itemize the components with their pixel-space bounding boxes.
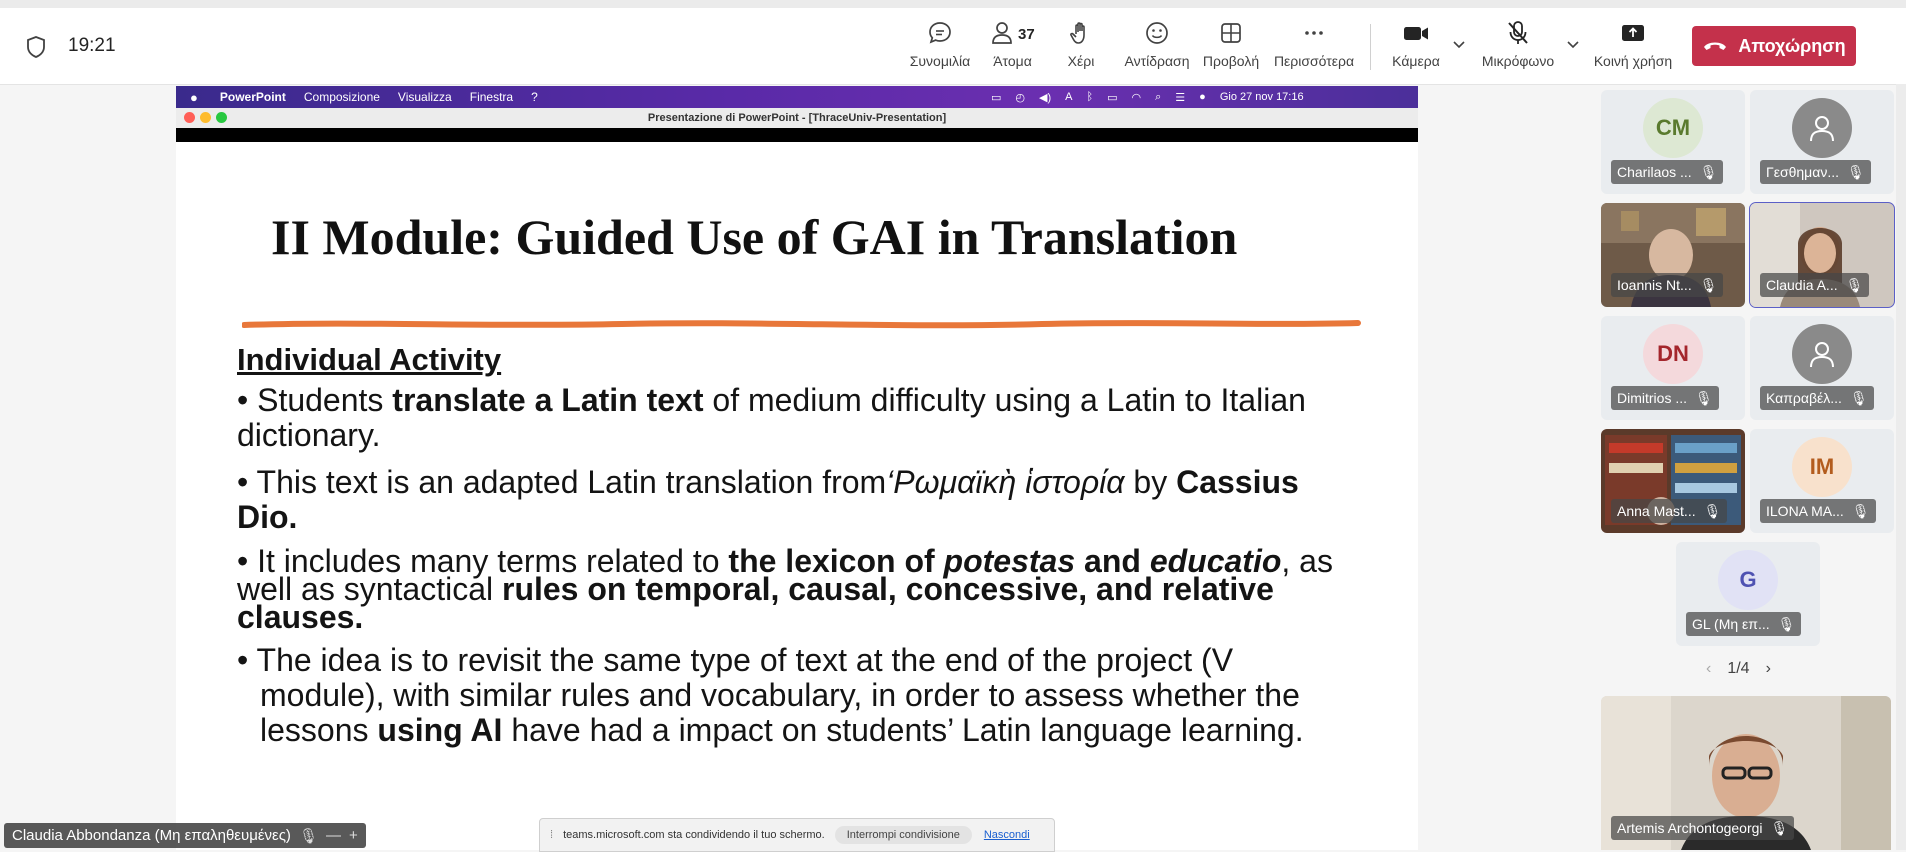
bullet-text: • The idea is to revisit the same type of text at the end of the project (V module), with similar rules and vocabulary, in order to assess whether the lessons bbox=[237, 642, 1300, 748]
search-icon: ⌕ bbox=[1155, 90, 1162, 103]
bullet-text: ‘Ρωμαϊκὴ ἱστορία bbox=[886, 464, 1125, 500]
minimize-window-icon bbox=[200, 112, 211, 123]
bullet-text: and bbox=[1075, 543, 1150, 579]
title-underline bbox=[242, 317, 1362, 333]
chevron-left-icon[interactable]: ‹ bbox=[1706, 660, 1712, 677]
share-screen-icon bbox=[1619, 18, 1647, 48]
microphone-label: Μικρόφωνο bbox=[1481, 53, 1555, 69]
participant-name: Dimitrios ... bbox=[1617, 390, 1687, 406]
participant-name: Anna Mast... bbox=[1617, 503, 1696, 519]
participant-name: Claudia A... bbox=[1766, 277, 1838, 293]
participant-tile[interactable] bbox=[1601, 696, 1891, 850]
participant-name: ILONA MA... bbox=[1766, 503, 1844, 519]
presenter-name-tag bbox=[4, 823, 366, 848]
control-center-icon: ☰ bbox=[1175, 91, 1186, 104]
bullet-text: of medium difficulty using a Latin to Italian dictionary. bbox=[237, 382, 1306, 453]
mic-off-icon: 🎙 bbox=[1849, 389, 1868, 406]
share-notice-text: teams.microsoft.com sta condividendo il tuo schermo. bbox=[563, 829, 825, 841]
grid-view-icon bbox=[1217, 18, 1245, 48]
camera-icon bbox=[1401, 18, 1431, 48]
person-icon bbox=[1805, 337, 1839, 371]
bullet-text: • It includes many terms related to bbox=[237, 543, 729, 579]
ribbon-strip bbox=[176, 128, 1418, 142]
window-title: Presentazione di PowerPoint - [ThraceUniv-Presentation] bbox=[176, 108, 1418, 128]
slide-title: II Module: Guided Use of GAI in Translation bbox=[271, 209, 1238, 265]
mic-off-icon: 🎙 bbox=[1695, 389, 1713, 406]
mic-off-icon: 🎙 bbox=[1851, 502, 1870, 519]
camera-label: Κάμερα bbox=[1392, 53, 1440, 69]
wifi-icon: ◠ bbox=[1131, 91, 1142, 104]
participant-tile[interactable] bbox=[1750, 90, 1894, 194]
participant-name-tag bbox=[1611, 160, 1723, 184]
bullet-text: using AI bbox=[377, 712, 503, 748]
minus-icon[interactable]: — bbox=[325, 827, 341, 844]
participant-pager bbox=[1706, 660, 1771, 678]
plus-icon[interactable]: + bbox=[348, 827, 358, 844]
more-button[interactable] bbox=[1269, 18, 1359, 76]
bullet-text: have had a impact on students’ Latin language learning. bbox=[502, 712, 1304, 748]
people-count: 37 bbox=[1018, 26, 1035, 43]
menu-item: Composizione bbox=[303, 90, 380, 104]
people-button[interactable] bbox=[975, 18, 1050, 76]
avatar: G bbox=[1718, 550, 1778, 610]
avatar bbox=[1792, 324, 1852, 384]
avatar: IM bbox=[1792, 437, 1852, 497]
view-label: Προβολή bbox=[1202, 53, 1260, 69]
participant-tile[interactable] bbox=[1601, 90, 1745, 194]
participant-tile[interactable] bbox=[1676, 542, 1820, 646]
bluetooth-icon: ᛒ bbox=[1086, 91, 1094, 103]
participant-tile[interactable] bbox=[1601, 203, 1745, 307]
close-window-icon bbox=[184, 112, 195, 123]
mic-off-icon: 🎙 bbox=[1699, 276, 1718, 293]
menu-app-name: PowerPoint bbox=[219, 90, 286, 104]
participant-name-tag bbox=[1760, 386, 1874, 410]
drag-handle-icon[interactable]: ⁞ bbox=[550, 829, 554, 841]
chat-label: Συνομιλία bbox=[909, 53, 971, 69]
participant-name: Γεσθημαν... bbox=[1766, 164, 1839, 180]
participant-name-tag bbox=[1760, 499, 1876, 523]
time-machine-icon: ◴ bbox=[1015, 91, 1026, 104]
ellipsis-icon bbox=[1300, 18, 1328, 48]
keyboard-input-icon: A bbox=[1065, 91, 1073, 103]
bullet-4 bbox=[237, 643, 1347, 748]
participant-name-tag bbox=[1611, 386, 1719, 410]
screen-mirror-icon: ▭ bbox=[991, 91, 1002, 104]
screen-share-notice bbox=[539, 818, 1055, 852]
raise-hand-label: Χέρι bbox=[1067, 53, 1095, 69]
mic-off-icon bbox=[1504, 18, 1532, 48]
hide-link[interactable]: Nascondi bbox=[983, 829, 1030, 841]
participant-name-tag bbox=[1611, 816, 1794, 840]
chevron-down-icon[interactable] bbox=[1451, 36, 1467, 52]
meeting-toolbar bbox=[0, 0, 1906, 85]
smiley-icon bbox=[1143, 18, 1171, 48]
participant-tile[interactable] bbox=[1750, 316, 1894, 420]
slide-heading: Individual Activity bbox=[237, 342, 502, 377]
shared-screen bbox=[176, 86, 1418, 850]
leave-label: Αποχώρηση bbox=[1738, 35, 1846, 56]
mac-menu-bar bbox=[176, 86, 1418, 108]
participant-tile[interactable] bbox=[1750, 429, 1894, 533]
participant-name: Ioannis Nt... bbox=[1617, 277, 1692, 293]
phone-hangup-icon bbox=[1702, 39, 1728, 53]
camera-button[interactable] bbox=[1388, 18, 1444, 76]
bullet-text: the lexicon of bbox=[728, 543, 944, 579]
mic-off-icon: 🎙 bbox=[1699, 163, 1718, 180]
share-label: Κοινή χρήση bbox=[1593, 53, 1673, 69]
toolbar-divider bbox=[1370, 24, 1371, 70]
battery-icon: ▭ bbox=[1107, 91, 1118, 104]
page-indicator: 1/4 bbox=[1727, 660, 1750, 677]
bullet-3 bbox=[237, 543, 1347, 635]
hand-icon bbox=[1067, 18, 1095, 48]
participant-name: Charilaos ... bbox=[1617, 164, 1692, 180]
avatar: CM bbox=[1643, 98, 1703, 158]
participant-name: GL (Μη επ... bbox=[1692, 616, 1770, 632]
mac-clock: Gio 27 nov 17:16 bbox=[1219, 91, 1304, 103]
people-label: Άτομα bbox=[993, 53, 1032, 69]
participant-tile[interactable] bbox=[1750, 203, 1894, 307]
participant-name-tag bbox=[1611, 273, 1723, 297]
menu-item: Visualizza bbox=[397, 90, 452, 104]
bullet-2 bbox=[237, 465, 1347, 535]
menu-item: Finestra bbox=[469, 90, 514, 104]
react-button[interactable] bbox=[1117, 18, 1197, 76]
meeting-timer: 19:21 bbox=[68, 35, 116, 56]
more-label: Περισσότερα bbox=[1273, 53, 1355, 69]
slide bbox=[176, 142, 1418, 850]
bullet-text: translate a Latin text bbox=[392, 382, 704, 418]
zoom-window-icon bbox=[216, 112, 227, 123]
chat-icon bbox=[926, 18, 954, 48]
mic-icon: 🎙 bbox=[1845, 276, 1864, 293]
person-icon bbox=[1805, 111, 1839, 145]
mic-off-icon: 🎙 bbox=[1770, 819, 1789, 836]
menu-item: ? bbox=[531, 90, 538, 104]
microphone-button[interactable] bbox=[1478, 18, 1558, 76]
chevron-down-icon[interactable] bbox=[1565, 36, 1581, 52]
view-button[interactable] bbox=[1198, 18, 1264, 76]
participant-name-tag bbox=[1760, 273, 1869, 297]
participant-name: Artemis Archontogeorgi bbox=[1617, 820, 1763, 836]
share-button[interactable] bbox=[1592, 18, 1674, 76]
people-icon bbox=[988, 18, 1016, 48]
mic-icon: 🎙 bbox=[298, 827, 318, 845]
bullet-text: • This text is an adapted Latin translation from bbox=[237, 464, 887, 500]
participant-tile[interactable] bbox=[1601, 316, 1745, 420]
apple-icon: ● bbox=[190, 89, 198, 105]
mac-status-icons bbox=[991, 86, 1304, 108]
mic-off-icon: 🎙 bbox=[1703, 502, 1722, 519]
avatar bbox=[1792, 98, 1852, 158]
participant-tile[interactable] bbox=[1601, 429, 1745, 533]
bullet-text: educatio bbox=[1149, 543, 1282, 579]
bullet-text: potestas bbox=[943, 543, 1076, 579]
chat-button[interactable] bbox=[905, 18, 975, 76]
bullet-text: by bbox=[1124, 464, 1177, 500]
mic-off-icon: 🎙 bbox=[1847, 163, 1865, 180]
participant-name-tag bbox=[1686, 612, 1801, 636]
stop-sharing-button[interactable]: Interrompi condivisione bbox=[835, 826, 972, 844]
leave-button[interactable] bbox=[1692, 26, 1856, 66]
bullet-text: • Students bbox=[237, 382, 393, 418]
slide-body bbox=[237, 342, 1347, 760]
participant-name: Καπραβέλ... bbox=[1766, 390, 1842, 406]
shield-icon[interactable] bbox=[22, 33, 50, 61]
participant-name-tag bbox=[1760, 160, 1871, 184]
scrollbar[interactable] bbox=[1896, 84, 1906, 850]
participant-name-tag bbox=[1611, 499, 1727, 523]
window-top-strip bbox=[0, 0, 1906, 8]
bullet-text: rules on temporal, causal, concessive, and relative clauses. bbox=[237, 571, 1274, 635]
react-label: Αντίδραση bbox=[1124, 53, 1190, 69]
raise-hand-button[interactable] bbox=[1048, 18, 1114, 76]
siri-icon: ● bbox=[1199, 91, 1206, 103]
presenter-name: Claudia Abbondanza (Μη επαληθευμένες) bbox=[12, 827, 291, 844]
bullet-text: , as well as syntactical bbox=[237, 543, 1333, 607]
bullet-1 bbox=[237, 383, 1347, 453]
avatar: DN bbox=[1643, 324, 1703, 384]
volume-icon: ◀) bbox=[1039, 91, 1052, 104]
bullet-text: Cassius Dio. bbox=[237, 464, 1299, 535]
mic-off-icon: 🎙 bbox=[1777, 615, 1796, 632]
chevron-right-icon[interactable]: › bbox=[1765, 660, 1771, 677]
